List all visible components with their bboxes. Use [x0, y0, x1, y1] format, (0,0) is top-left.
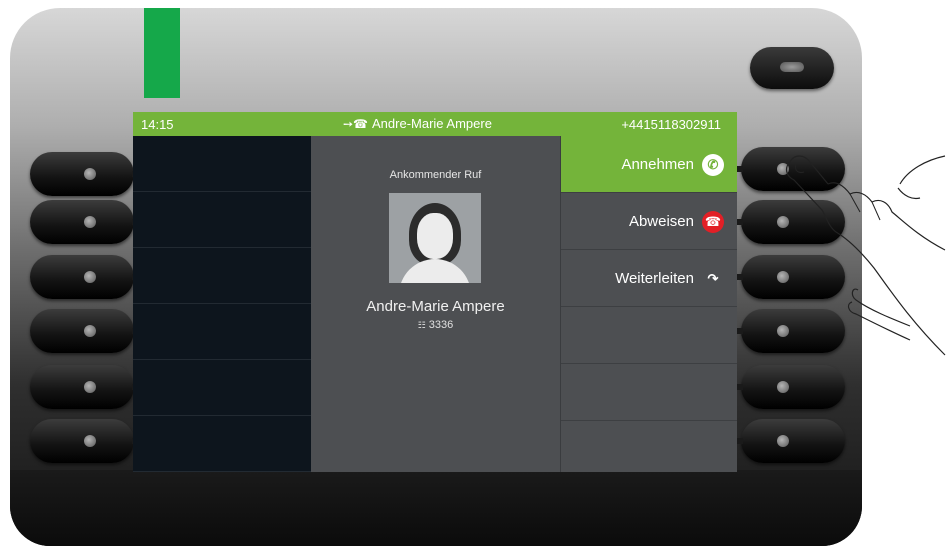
clock-time: 14:15: [141, 117, 174, 132]
left-key-2[interactable]: [30, 200, 134, 244]
avatar-shoulders: [399, 259, 471, 283]
caller-extension: [311, 319, 560, 331]
left-slot[interactable]: [133, 416, 311, 472]
caller-avatar: [389, 193, 481, 283]
navigation-key[interactable]: [750, 47, 834, 89]
call-info-panel: [311, 136, 560, 472]
status-caller: [343, 116, 492, 131]
key-knob: [84, 216, 96, 228]
status-caller-name: Andre-Marie Ampere: [372, 116, 492, 131]
display-screen: [133, 112, 737, 472]
forward-icon: ↷: [707, 271, 719, 286]
left-slot[interactable]: [133, 136, 311, 192]
accept-button[interactable]: [561, 136, 737, 193]
forward-label: Weiterleiten: [615, 270, 694, 287]
empty-action-slot[interactable]: [561, 307, 737, 364]
left-key-3[interactable]: [30, 255, 134, 299]
key-knob: [84, 168, 96, 180]
phone-accept-icon: ✆: [702, 154, 724, 176]
left-key-labels: [133, 136, 311, 472]
incoming-call-icon: ➙☎: [343, 117, 369, 131]
forward-button[interactable]: [561, 250, 737, 307]
extension-icon: ☷: [417, 320, 426, 330]
pointing-hand-illustration: [780, 140, 949, 370]
left-slot[interactable]: [133, 304, 311, 360]
phone-reject-icon: ☎: [702, 211, 724, 233]
accept-label: Annehmen: [621, 156, 694, 173]
key-knob: [84, 381, 96, 393]
key-knob: [84, 435, 96, 447]
left-slot[interactable]: [133, 248, 311, 304]
left-key-5[interactable]: [30, 365, 134, 409]
avatar-face: [417, 213, 453, 259]
navigation-key-indicator: [780, 62, 804, 72]
left-key-1[interactable]: [30, 152, 134, 196]
reject-label: Abweisen: [628, 213, 694, 230]
call-heading: Ankommender Ruf: [389, 169, 482, 181]
status-bar: [133, 112, 737, 136]
left-slot[interactable]: [133, 360, 311, 416]
status-led: [144, 8, 180, 98]
caller-number: +4415118302911: [621, 117, 721, 132]
key-knob: [777, 435, 789, 447]
left-key-4[interactable]: [30, 309, 134, 353]
left-slot[interactable]: [133, 192, 311, 248]
right-key-6[interactable]: [741, 419, 845, 463]
call-actions: [560, 136, 737, 472]
extension-number: 3336: [428, 319, 454, 331]
empty-action-slot[interactable]: [561, 421, 737, 472]
key-knob: [84, 325, 96, 337]
key-knob: [777, 381, 789, 393]
caller-name: Andre-Marie Ampere: [366, 298, 505, 315]
left-key-6[interactable]: [30, 419, 134, 463]
key-knob: [84, 271, 96, 283]
reject-button[interactable]: [561, 193, 737, 250]
phone-bezel: [10, 470, 862, 546]
empty-action-slot[interactable]: [561, 364, 737, 421]
right-key-5[interactable]: [741, 365, 845, 409]
